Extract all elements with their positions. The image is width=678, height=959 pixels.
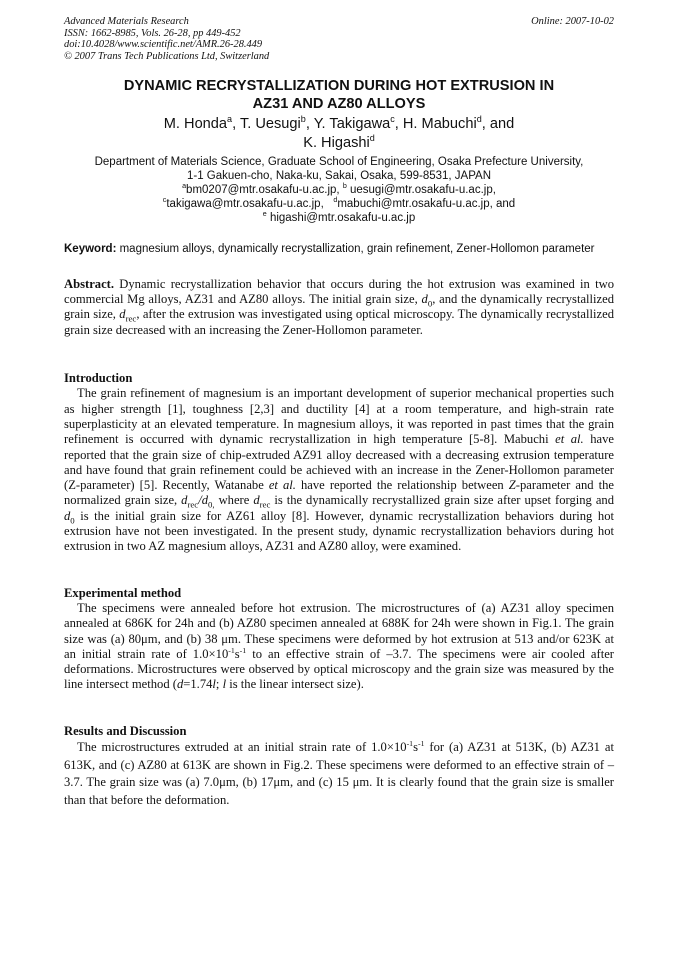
introduction-paragraph <box>64 386 614 554</box>
copyright-line: © 2007 Trans Tech Publications Ltd, Switzerland <box>64 50 270 62</box>
affiliation-address: 1-1 Gakuen-cho, Naka-ku, Sakai, Osaka, 599-8531, JAPAN <box>186 170 492 183</box>
affiliation-block <box>64 155 614 225</box>
keyword-label: Keyword: <box>64 243 117 256</box>
math-sup: -1 <box>239 645 247 655</box>
abstract-text: Dynamic recrystallization behavior that occurs during the hot extrusion was examined in two commercial Mg alloys, AZ31 and AZ80 alloys. The initial grain size, <box>64 276 614 307</box>
email-line-3 <box>64 211 614 225</box>
author-affil-mark: d <box>369 133 375 144</box>
math-var: d <box>421 292 428 307</box>
math-var: Z <box>508 478 516 493</box>
math-var: d <box>253 493 260 508</box>
math-var: d <box>181 493 188 508</box>
email-line-2 <box>64 197 614 211</box>
math-var: / <box>198 493 202 508</box>
body-text: s <box>234 646 240 661</box>
body-text: The specimens were annealed before hot extrusion. The microstructures of (a) AZ31 alloy specimen annealed at 686K for 24h and (b) AZ80 specimen annealed at 688K for 24h were shown in Fig.1. The grain size was (a) 80μm, and (b) 38 μm. These specimens were deformed by hot extrusion at 513 and/or 623K at an initial strain rate of 1.0×10 <box>64 600 614 661</box>
math-var: l <box>212 677 216 692</box>
section-heading-results: Results and Discussion <box>64 723 187 738</box>
author-name: T. Uesugi <box>239 116 301 133</box>
email-a: bm0207@mtr.osakafu-u.ac.jp, <box>186 184 343 197</box>
section-heading-experimental: Experimental method <box>64 585 182 600</box>
author-affil-mark: a <box>227 114 233 125</box>
body-text: is the dynamically recrystallized grain size after upset forging and <box>270 493 615 508</box>
math-var: d <box>64 508 71 523</box>
math-sup: -1 <box>406 738 414 748</box>
body-text: is the linear intersect size). <box>226 677 364 692</box>
online-date: Online: 2007-10-02 <box>531 16 614 27</box>
author-separator: , <box>232 116 240 133</box>
journal-header <box>64 16 614 62</box>
body-text: for (a) AZ31 at 513K, (b) AZ31 at 613K, and (c) AZ80 at 613K are shown in Fig.2. These specimens were deformed to an effective strain of –3.7. The grain size was (a) 7.0μm, (b) 17μm, and (c) 15 μm. It is clearly found that the grain size is smaller than that before the deformation. <box>64 740 615 807</box>
author-affil-mark: c <box>390 114 395 125</box>
title-line-1: DYNAMIC RECRYSTALLIZATION DURING HOT EXTRUSION IN <box>123 78 555 95</box>
email-b: uesugi@mtr.osakafu-u.ac.jp, <box>346 184 496 197</box>
affiliation-department: Department of Materials Science, Graduate School of Engineering, Osaka Prefecture University, <box>94 156 584 169</box>
abstract-paragraph <box>64 277 614 338</box>
author-line-1 <box>64 115 614 134</box>
author-line-2 <box>64 134 614 153</box>
email-mark: d <box>333 196 338 205</box>
body-text: have reported the relationship between <box>295 478 509 493</box>
author-list <box>64 115 614 152</box>
email-mark: b <box>342 182 347 191</box>
math-var: d <box>119 307 126 322</box>
author-name: Y. Takigawa <box>313 116 391 133</box>
body-text: The microstructures extruded at an initial strain rate of 1.0×10 <box>77 740 407 754</box>
abstract-text: , after the extrusion was investigated using optical microscopy. The dynamically recrystallized grain size decreased with an increasing the Zener-Hollomon parameter. <box>64 307 614 337</box>
author-affil-mark: b <box>300 114 306 125</box>
abstract-label: Abstract. <box>64 276 115 291</box>
author-name: K. Higashi <box>303 134 370 151</box>
author-name: H. Mabuchi <box>402 116 477 133</box>
journal-name: Advanced Materials Research <box>64 16 189 27</box>
italic-text: et al. <box>555 432 584 447</box>
author-name: M. Honda <box>163 116 228 133</box>
math-sup: -1 <box>228 645 235 655</box>
math-sub: 0 <box>427 298 433 309</box>
body-text: -parameter and the normalized grain size, <box>64 478 615 508</box>
email-d: mabuchi@mtr.osakafu-u.ac.jp, and <box>337 198 516 211</box>
email-mark: c <box>162 196 167 205</box>
italic-text: et al. <box>268 478 296 493</box>
paper-page <box>64 16 614 809</box>
doi-line: doi:10.4028/www.scientific.net/AMR.26-28.449 <box>64 39 263 51</box>
body-text: ; <box>215 677 223 692</box>
body-text: s <box>413 740 418 754</box>
body-text: The grain refinement of magnesium is an important development of superior mechanical properties such as higher strength [1], toughness [2,3] and ductility [4] at a room temperature, and high-strain rate superplasticity at an elevated temperature. In magnesium alloys, it was reported in past times that the grain refinement is occurred with dynamic recrystallization in high temperature [5-8]. Mabuchi <box>64 386 614 447</box>
body-text: to an effective strain of –3.7. The specimens were air cooled after deformations. Microstructures were observed by optical microscopy and the grain size was measured by the line intersect method ( <box>64 646 614 692</box>
email-line-1 <box>64 183 614 197</box>
keyword-block <box>64 242 614 258</box>
math-sub: rec <box>259 499 271 510</box>
math-sub: 0, <box>208 499 215 510</box>
section-heading-introduction: Introduction <box>64 371 133 386</box>
math-var: l <box>222 677 227 692</box>
author-separator: , and <box>481 116 515 133</box>
email-mark: a <box>182 182 187 191</box>
results-paragraph <box>64 739 614 809</box>
body-text: have reported that the grain size of chip-extruded AZ91 alloy decreased with a decreasing extrusion temperature and have found that grain refinement could be achieved with an increase in the Zener-Hollomon parameter (Z-parameter) [5]. Recently, Watanabe <box>64 432 615 493</box>
body-text: =1.74 <box>183 677 213 692</box>
body-text: is the initial grain size for AZ61 alloy [8]. However, dynamic recrystallization behaviors during hot extrusion have not been investigated. In the present study, dynamic recrystallization behaviors during hot extrusion in two AZ magnesium alloys, AZ31 and AZ80 alloy, were examined. <box>64 508 614 554</box>
math-sup: -1 <box>417 738 425 748</box>
paper-title <box>64 77 614 113</box>
math-sub: rec <box>125 313 137 324</box>
keyword-text: magnesium alloys, dynamically recrystallization, grain refinement, Zener-Hollomon parameter <box>116 243 595 256</box>
math-sub: rec <box>187 499 199 510</box>
issn-line: ISSN: 1662-8985, Vols. 26-28, pp 449-452 <box>64 27 241 39</box>
email-c: takigawa@mtr.osakafu-u.ac.jp, <box>166 198 334 211</box>
author-separator: , <box>305 116 314 133</box>
experimental-paragraph <box>64 601 614 693</box>
abstract-text: , and the dynamically recrystallized grain size, <box>64 292 615 322</box>
title-line-2: AZ31 AND AZ80 ALLOYS <box>252 96 426 113</box>
math-sub: 0 <box>70 515 75 526</box>
author-affil-mark: d <box>476 114 482 125</box>
email-mark: e <box>262 210 267 219</box>
math-var: d <box>176 677 184 692</box>
body-text: where <box>214 493 254 508</box>
email-e: higashi@mtr.osakafu-u.ac.jp <box>266 212 416 225</box>
author-separator: , <box>394 116 403 133</box>
math-var: d <box>201 493 208 508</box>
